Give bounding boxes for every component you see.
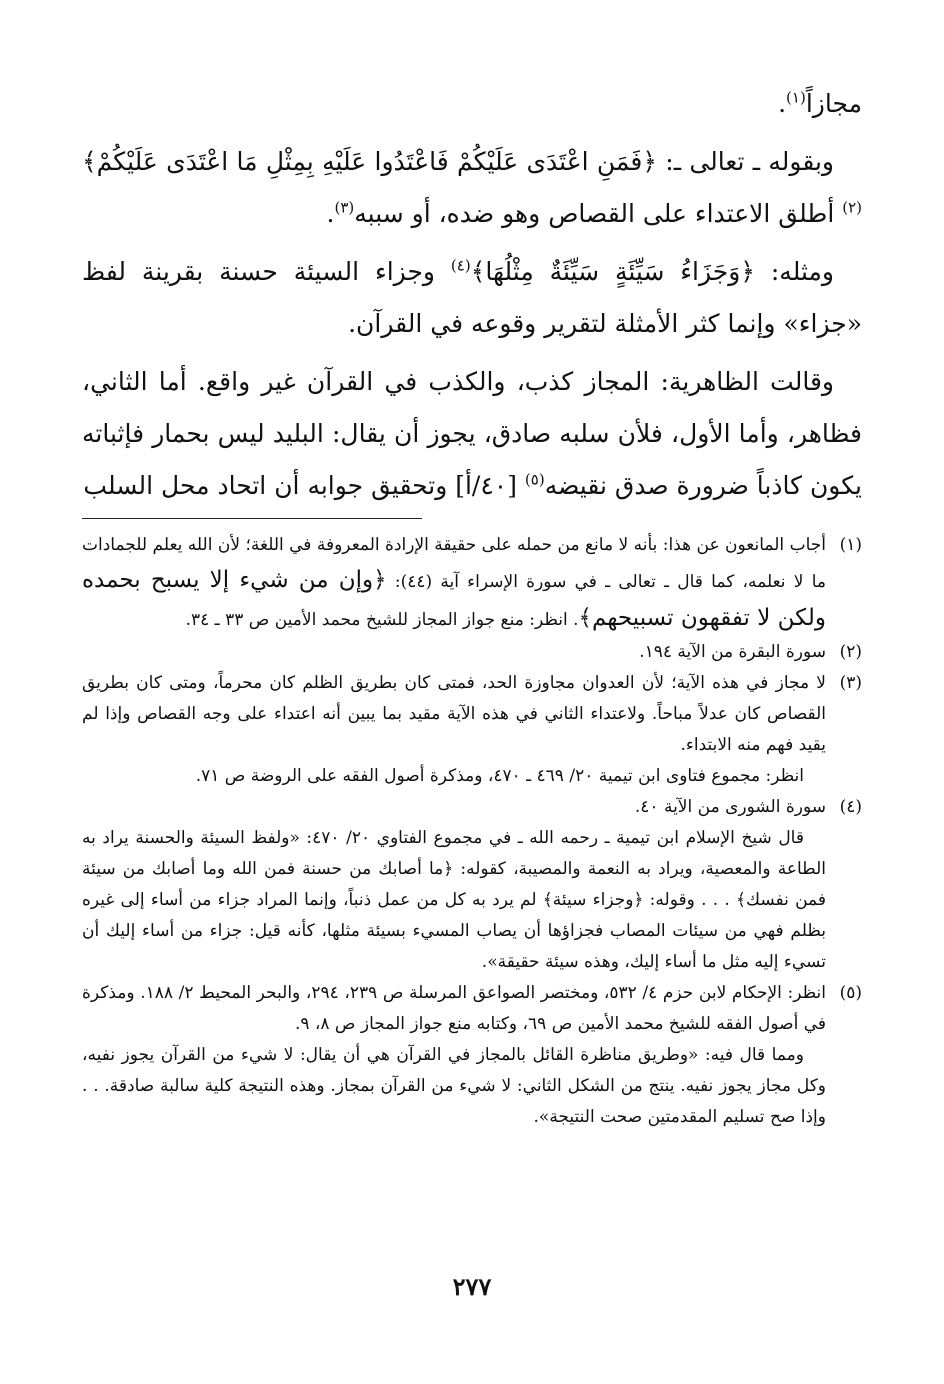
footnote-5 [82, 978, 862, 1040]
footnote-4-continuation: قال شيخ الإسلام ابن تيمية ـ رحمه الله ـ في مجموع الفتاوي ٢٠/ ٤٧٠: «ولفظ السيئة والحسنة يراد به الطاعة والمعصية، ويراد به النعمة والمصيبة، كقوله: ﴿ما أصابك من حسنة فمن الله وما أصابك من سيئة فمن نفسك﴾ . . . وقوله: ﴿وجزاء سيئة﴾ لم يرد به كل من عمل ذنباً، وإنما المراد جزاء من أساء إلى غيره بظلم فهي من سيئات المصاب فجزاؤها أن يصاب المسيء بسيئة مثلها، كأنه قيل: جزاء من أساء إليك أن تسيء إليه مثل ما أساء إليك، وهذه سيئة حقيقة». [82, 828, 826, 972]
page-number: ٢٧٧ [452, 1272, 492, 1301]
paragraph-4-text-end: [٤٠/أ] وتحقيق جوابه أن اتحاد محل السلب [83, 471, 525, 500]
footnote-3 [82, 668, 862, 761]
paragraph-2-end: . [326, 199, 335, 228]
footnote-1-text: أجاب المانعون عن هذا: بأنه لا مانع من حمله على حقيقة الإرادة المعروفة في اللغة؛ لأن الله يعلم للجمادات ما لا نعلمه، كما قال ـ تعالى ـ في سورة الإسراء آية (٤٤): [82, 535, 826, 592]
footnote-1-text-end: . انظر: منع جواز المجاز للشيخ محمد الأمين ص ٣٣ ـ ٣٤. [185, 610, 579, 630]
footnote-ref-2: (٢) [842, 198, 862, 217]
footnote-1-verse: ﴿وإن من شيء إلا يسبح بحمده ولكن لا تفقهون تسبيحهم﴾ [82, 567, 826, 631]
footnote-ref-5: (٥) [524, 470, 545, 489]
footnote-5-text: انظر: الإحكام لابن حزم ٤/ ٥٣٢، ومختصر الصواعق المرسلة ص ٢٣٩، ٢٩٤، والبحر المحيط ٢/ ١٨٨. ومذكرة في أصول الفقه للشيخ محمد الأمين ص ٦٩، وكتابه منع جواز المجاز ص ٨، ٩. [82, 983, 826, 1034]
footnote-3-continuation: انظر: مجموع فتاوى ابن تيمية ٢٠/ ٤٦٩ ـ ٤٧٠، ومذكرة أصول الفقه على الروضة ص ٧١. [195, 766, 804, 786]
paragraph-3-verse: ومثله: ﴿وَجَزَاءُ سَيِّئَةٍ سَيِّئَةٌ مِثْلُهَا﴾ [470, 257, 834, 286]
footnote-2-text: سورة البقرة من الآية ١٩٤. [639, 642, 826, 662]
paragraph-2 [82, 136, 862, 240]
paragraph-2-verse: وبقوله ـ تعالى ـ: ﴿فَمَنِ اعْتَدَى عَلَيْكُمْ فَاعْتَدُوا عَلَيْهِ بِمِثْلِ مَا اعْتَدَى عَلَيْكُمْ﴾ [82, 147, 834, 176]
footnote-3-number: (٣) [839, 673, 862, 693]
paragraph-4 [82, 356, 862, 512]
footnote-4-number: (٤) [839, 797, 862, 817]
footnote-1 [82, 530, 862, 637]
footnotes [82, 530, 862, 1133]
footnote-5-number: (٥) [839, 983, 862, 1003]
main-text [82, 78, 862, 518]
footnote-4-text: سورة الشورى من الآية ٤٠. [634, 797, 826, 817]
footnote-ref-1: (١) [786, 88, 806, 107]
paragraph-3-text: وجزاء السيئة حسنة بقرينة لفظ «جزاء» وإنما كثر الأمثلة لتقرير وقوعه في القرآن. [82, 257, 862, 338]
footnote-3-text: لا مجاز في هذه الآية؛ لأن العدوان مجاوزة الحد، فمتى كان بطريق الظلم كان محرماً، ومتى كان بطريق القصاص كان عدلاً مباحاً. ولاعتداء الثاني في هذه الآية مقيد بما يبين أنه اعتداء على وجه القصاص وإذا لم يقيد فهم منه الابتداء. [82, 673, 826, 755]
paragraph-1-end: . [778, 89, 787, 118]
paragraph-1 [82, 78, 862, 130]
footnote-2 [82, 637, 862, 668]
paragraph-4-text: وقالت الظاهرية: المجاز كذب، والكذب في القرآن غير واقع. أما الثاني، فظاهر، وأما الأول، فلأن سلبه صادق، يجوز أن يقال: البليد ليس بحمار فإثباته يكون كاذباً ضرورة صدق نقيضه [82, 367, 862, 500]
paragraph-3 [82, 246, 862, 350]
footnote-ref-4: (٤) [450, 256, 471, 275]
footnote-5-continuation: ومما قال فيه: «وطريق مناظرة القائل بالمجاز في القرآن هي أن يقال: لا شيء من القرآن يجوز نفيه، وكل مجاز يجوز نفيه. ينتج من الشكل الثاني: لا شيء من القرآن بمجاز. وهذه النتيجة كلية سالبة صادقة. . . وإذا صح تسليم المقدمتين صحت النتيجة». [82, 1045, 826, 1127]
footnote-4 [82, 792, 862, 823]
paragraph-2-text: أطلق الاعتداء على القصاص وهو ضده، أو سببه [354, 199, 843, 228]
paragraph-1-text: مجازاً [805, 89, 862, 118]
footnote-ref-3: (٣) [334, 198, 355, 217]
footnote-1-number: (١) [839, 535, 862, 555]
footnote-2-number: (٢) [839, 642, 862, 662]
